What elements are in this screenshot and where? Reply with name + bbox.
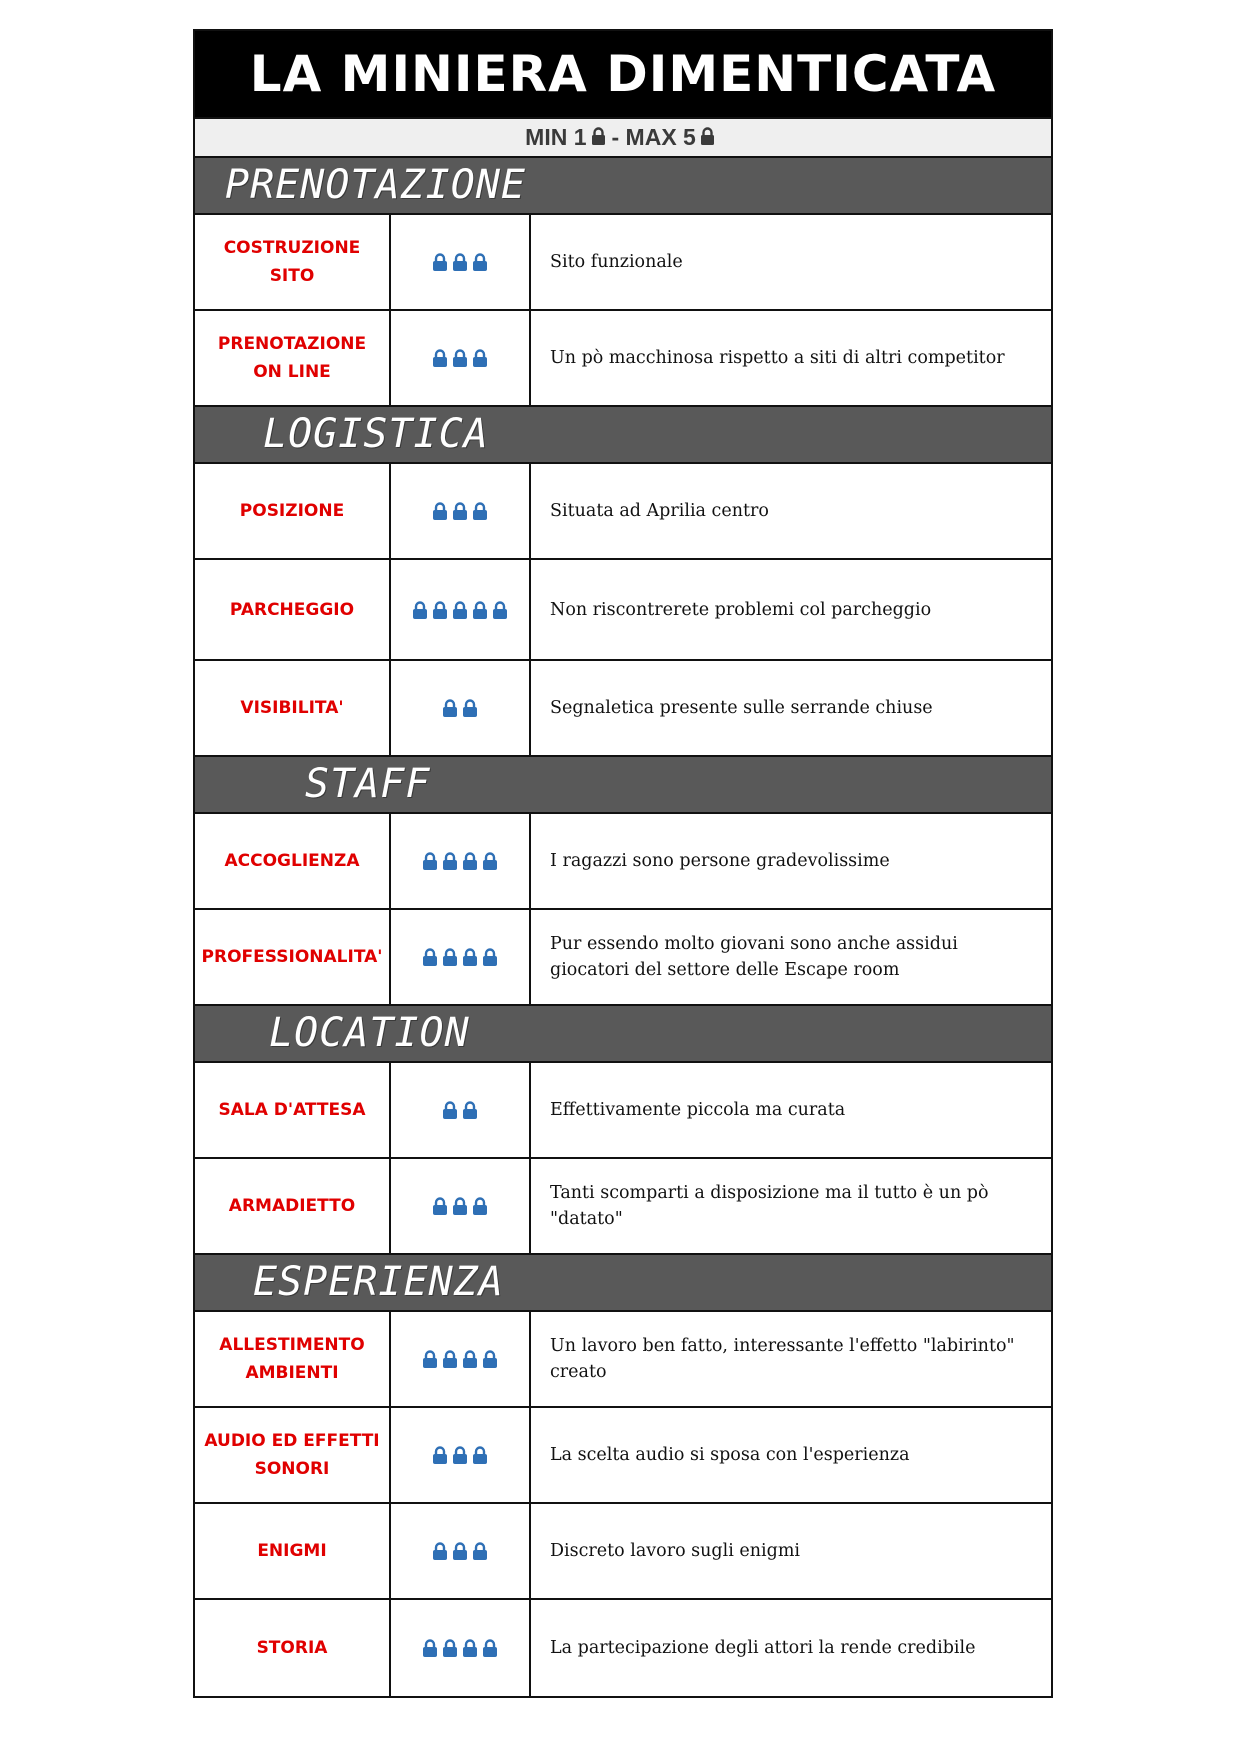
- lock-icon: [472, 1197, 488, 1215]
- criterion-label: PROFESSIONALITA': [195, 910, 391, 1004]
- review-card: [193, 29, 1053, 1698]
- criterion-label: ENIGMI: [195, 1504, 391, 1598]
- section-title: LOGISTICA: [263, 411, 489, 457]
- lock-icon: [462, 1350, 478, 1368]
- criterion-label: PARCHEGGIO: [195, 560, 391, 659]
- rating-locks: [391, 1408, 531, 1502]
- table-row: [195, 560, 1051, 661]
- rating-locks: [391, 661, 531, 755]
- lock-icon: [432, 1446, 448, 1464]
- lock-icon: [442, 1639, 458, 1657]
- criterion-comment: La scelta audio si sposa con l'esperienza: [550, 1445, 910, 1465]
- lock-icon: [452, 349, 468, 367]
- lock-icon: [432, 1197, 448, 1215]
- lock-icon: [472, 253, 488, 271]
- lock-icon: [452, 1446, 468, 1464]
- lock-icon: [482, 1639, 498, 1657]
- lock-icon: [482, 948, 498, 966]
- lock-icon: [432, 349, 448, 367]
- criterion-label: AUDIO ED EFFETTI SONORI: [195, 1408, 391, 1502]
- criterion-label: PRENOTAZIONE ON LINE: [195, 311, 391, 405]
- criterion-comment: Tanti scomparti a disposizione ma il tutto è un pò "datato": [550, 1183, 989, 1229]
- lock-icon: [412, 601, 428, 619]
- table-row: [195, 1312, 1051, 1408]
- lock-icon: [462, 852, 478, 870]
- table-row: [195, 215, 1051, 311]
- section-title: ESPERIENZA: [253, 1259, 504, 1305]
- page-title: LA MINIERA DIMENTICATA: [195, 31, 1051, 117]
- range-min-label: MIN 1: [525, 124, 587, 150]
- criterion-label: ALLESTIMENTO AMBIENTI: [195, 1312, 391, 1406]
- criterion-comment: La partecipazione degli attori la rende credibile: [550, 1638, 976, 1658]
- rating-locks: [391, 1312, 531, 1406]
- criterion-label: STORIA: [195, 1600, 391, 1696]
- rating-locks: [391, 215, 531, 309]
- lock-icon: [462, 948, 478, 966]
- rating-locks: [391, 910, 531, 1004]
- criterion-comment: Discreto lavoro sugli enigmi: [550, 1541, 801, 1561]
- section-header: [195, 1006, 1051, 1063]
- table-row: [195, 910, 1051, 1006]
- rating-range: [195, 117, 1051, 158]
- lock-icon: [432, 253, 448, 271]
- table-row: [195, 464, 1051, 560]
- section-header: [195, 407, 1051, 464]
- rating-locks: [391, 1063, 531, 1157]
- lock-icon: [492, 601, 508, 619]
- rating-locks: [391, 560, 531, 659]
- criterion-comment: Non riscontrerete problemi col parcheggio: [550, 599, 932, 620]
- lock-icon: [442, 948, 458, 966]
- lock-icon: [442, 852, 458, 870]
- table-row: [195, 661, 1051, 757]
- table-row: [195, 1159, 1051, 1255]
- criterion-comment: Effettivamente piccola ma curata: [550, 1100, 846, 1120]
- lock-icon: [422, 852, 438, 870]
- lock-icon: [432, 1542, 448, 1560]
- lock-icon: [472, 601, 488, 619]
- criterion-label: ACCOGLIENZA: [195, 814, 391, 908]
- lock-icon: [432, 601, 448, 619]
- criterion-comment: Situata ad Aprilia centro: [550, 501, 769, 521]
- criterion-comment: Sito funzionale: [550, 252, 683, 272]
- table-row: [195, 814, 1051, 910]
- table-row: [195, 1063, 1051, 1159]
- lock-icon: [472, 1446, 488, 1464]
- lock-icon: [452, 253, 468, 271]
- lock-icon: [462, 1101, 478, 1119]
- lock-icon: [422, 948, 438, 966]
- lock-icon: [422, 1639, 438, 1657]
- lock-icon: [472, 502, 488, 520]
- lock-icon: [591, 124, 606, 151]
- table-row: [195, 1504, 1051, 1600]
- lock-icon: [452, 1542, 468, 1560]
- lock-icon: [442, 1101, 458, 1119]
- section-header: [195, 757, 1051, 814]
- rating-locks: [391, 814, 531, 908]
- lock-icon: [452, 601, 468, 619]
- criterion-comment: Un pò macchinosa rispetto a siti di altri competitor: [550, 348, 1005, 368]
- range-max-label: - MAX 5: [611, 124, 696, 150]
- table-row: [195, 311, 1051, 407]
- criterion-comment: Pur essendo molto giovani sono anche assidui giocatori del settore delle Escape room: [550, 934, 958, 980]
- section-header: [195, 1255, 1051, 1312]
- criterion-label: ARMADIETTO: [195, 1159, 391, 1253]
- lock-icon: [462, 699, 478, 717]
- criterion-label: SALA D'ATTESA: [195, 1063, 391, 1157]
- section-title: LOCATION: [269, 1010, 470, 1056]
- lock-icon: [422, 1350, 438, 1368]
- section-header: [195, 158, 1051, 215]
- section-title: STAFF: [305, 761, 431, 807]
- table-row: [195, 1600, 1051, 1696]
- lock-icon: [452, 502, 468, 520]
- criterion-comment: Segnaletica presente sulle serrande chiuse: [550, 698, 933, 718]
- criterion-label: POSIZIONE: [195, 464, 391, 558]
- rating-locks: [391, 1159, 531, 1253]
- criterion-label: COSTRUZIONE SITO: [195, 215, 391, 309]
- section-title: PRENOTAZIONE: [225, 162, 526, 208]
- lock-icon: [432, 502, 448, 520]
- criterion-label: VISIBILITA': [195, 661, 391, 755]
- lock-icon: [472, 349, 488, 367]
- lock-icon: [462, 1639, 478, 1657]
- rating-locks: [391, 1504, 531, 1598]
- lock-icon: [442, 1350, 458, 1368]
- lock-icon: [472, 1542, 488, 1560]
- rating-locks: [391, 1600, 531, 1696]
- lock-icon: [700, 124, 715, 151]
- lock-icon: [452, 1197, 468, 1215]
- criterion-comment: Un lavoro ben fatto, interessante l'effetto "labirinto" creato: [550, 1336, 1015, 1382]
- review-sections: [195, 158, 1051, 1696]
- rating-locks: [391, 311, 531, 405]
- table-row: [195, 1408, 1051, 1504]
- lock-icon: [482, 1350, 498, 1368]
- lock-icon: [482, 852, 498, 870]
- rating-locks: [391, 464, 531, 558]
- criterion-comment: I ragazzi sono persone gradevolissime: [550, 851, 890, 871]
- lock-icon: [442, 699, 458, 717]
